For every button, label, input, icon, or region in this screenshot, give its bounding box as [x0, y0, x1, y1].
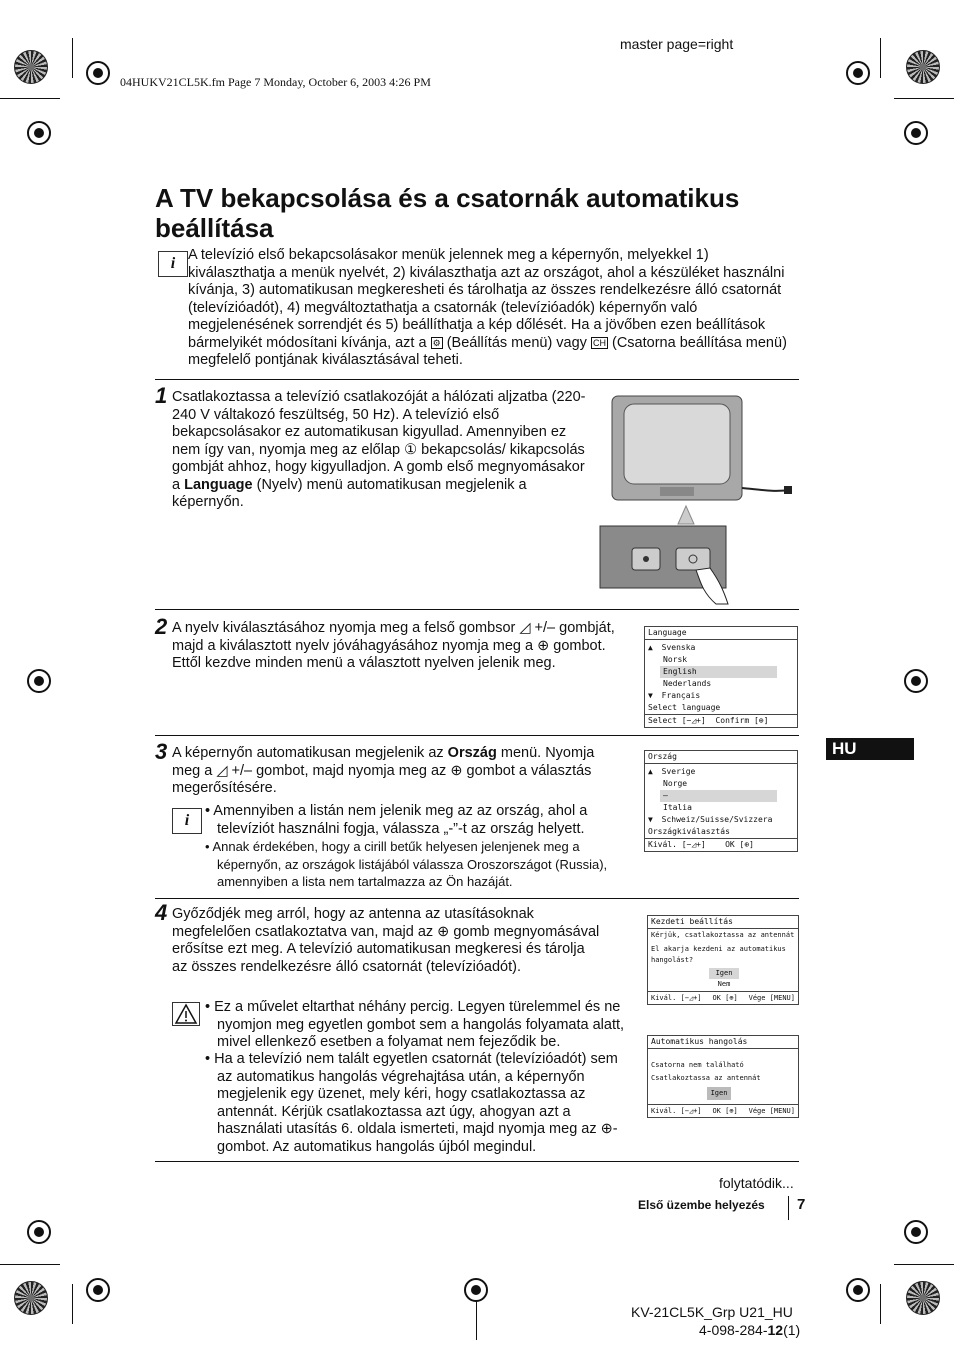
step4-warning2: • Ha a televízió nem talált egyetlen csatornát (televízióadót) sem az automatikus hangolás végrehajtása után, a képernyőn megjelenik egy üzenet, mely kéri, hogy csatlakoztassa az antennát. Kérjük csatlakoztassa azt úgy, ahogyan azt a használati utasítás 6. oldala ismerteti, majd nyomja meg az ⊕-gombot. Az automatikus hangolás újból megindul. [205, 1051, 618, 1155]
osd-hint: Select language [648, 703, 721, 712]
info-icon: i [172, 808, 202, 834]
osd-footer [645, 838, 797, 851]
registration-rosette [906, 1281, 940, 1315]
file-info: 04HUKV21CL5K.fm Page 7 Monday, October 6, 2003 4:26 PM [120, 75, 431, 89]
osd-message: Csatorna nem található [651, 1061, 744, 1069]
setup-menu-icon: ⚙ [432, 337, 441, 348]
step3-note1: • Amennyiben a listán nem jelenik meg az az ország, ahol a televíziót használni fogja, válassza „-”-t az ország helyett. [205, 803, 588, 837]
osd-message: Csatlakoztassa az antennát [651, 1074, 761, 1082]
osd-footer [645, 714, 797, 727]
osd-item: ▼ Français [648, 691, 701, 700]
osd-item-selected: English [660, 666, 777, 678]
section-divider [155, 898, 799, 899]
osd-option: Nem [717, 980, 731, 988]
osd-option-selected: Igen [707, 1087, 731, 1100]
osd-footer [648, 1104, 798, 1117]
crop-line [880, 38, 881, 78]
crop-line [476, 1300, 477, 1340]
registration-crosshair [86, 1278, 110, 1302]
osd-hint: Országkiválasztás [648, 827, 730, 836]
section-divider [155, 735, 799, 736]
part-number [699, 1322, 800, 1338]
section-divider [155, 609, 799, 610]
step-number: 2 [155, 614, 168, 639]
page-number: 7 [797, 1196, 806, 1213]
intro-part3: (Csatorna beállítása menü) megfelelő pontjának kiválasztásával teheti. [188, 334, 787, 368]
intro-part1: A televízió első bekapcsolásakor menük jelennek meg a képernyőn, melyekkel 1) kiválaszthatja a menük nyelvét, 2) kiválaszthatja azt az országot, ahol a készüléket használni kívánja, 3) automatikusan megkeresheti és tárolhatja az összes rendelkezésre álló csatornát (televízióadót), 4) megváltoztathatja a csatornák (televízióadók) képernyőn való megjelenésének sorrendjét és 5) beállíthatja a kép dőlését. Ha a jövőben ezen beállítások bármelyikét módosítani kívánja, azt a [188, 247, 785, 351]
tv-illustration [598, 392, 798, 608]
step3-text [172, 745, 622, 798]
part-number-prefix: 4-098-284- [699, 1322, 768, 1338]
osd-footer [648, 991, 798, 1004]
osd-option-selected: Igen [709, 968, 739, 979]
model-code: KV-21CL5K_Grp U21_HU [631, 1304, 793, 1320]
info-icon: i [158, 251, 188, 277]
warning-icon [172, 1002, 200, 1026]
intro-part2: (Beállítás menü) vagy [446, 334, 587, 351]
step1-text-bold: Language [184, 476, 253, 493]
osd-footer-select: Kivál. [−◿+] [651, 994, 702, 1002]
step4-text: Győződjék meg arról, hogy az antenna az utasításoknak megfelelően csatlakoztatva van, majd az ⊕ gomb megnyomásával erősítse ezt meg. A televízió automatikusan megkeresi és tárolja az összes rendelkezésre álló csatornát (televízióadót). [172, 906, 600, 975]
step3-text-a: A képernyőn automatikusan megjelenik az [172, 745, 444, 761]
osd-country-menu [644, 750, 798, 852]
osd-item: Italia [663, 803, 692, 812]
registration-rosette [14, 1281, 48, 1315]
step2-text: A nyelv kiválasztásához nyomja meg a felső gombsor ◿ +/– gombját, majd a kiválasztott nyelv jóváhagyásához nyomja meg a ⊕ gombot. Ettől kezdve minden menü a választott nyelven jelenik meg. [172, 620, 615, 671]
osd-footer-select: Kivál. [−◿+] [648, 840, 706, 849]
registration-crosshair [27, 121, 51, 145]
osd-title: Ország [645, 751, 797, 764]
step-number: 4 [155, 900, 168, 925]
crop-line [0, 1264, 60, 1265]
page-title: A TV bekapcsolása és a csatornák automatikus beállítása [155, 183, 740, 243]
osd-footer-ok: OK [⊕] [712, 994, 738, 1002]
osd-item: ▲ Sverige [648, 767, 696, 776]
osd-footer-end: Vége [MENU] [748, 994, 795, 1002]
osd-item-selected: – [660, 790, 777, 802]
continues-label: folytatódik... [719, 1175, 794, 1191]
crop-line [72, 38, 73, 78]
osd-language-menu [644, 626, 798, 728]
registration-crosshair [904, 1220, 928, 1244]
crop-line [894, 1264, 954, 1265]
part-number-bold: 12 [767, 1322, 784, 1338]
osd-footer-confirm: OK [⊕] [725, 840, 754, 849]
registration-crosshair [846, 61, 870, 85]
step1-text-b: (Nyelv) menü automatikusan megjelenik a képernyőn. [172, 476, 527, 510]
master-page-label: master page=right [620, 36, 734, 52]
registration-crosshair [464, 1278, 488, 1302]
osd-footer-end: Vége [MENU] [748, 1107, 795, 1115]
registration-crosshair [86, 61, 110, 85]
registration-crosshair [904, 669, 928, 693]
osd-initial-setup [647, 915, 799, 1005]
section-divider [155, 379, 799, 380]
step-number: 3 [155, 739, 168, 764]
osd-item: ▼ Schweiz/Suisse/Svizzera [648, 815, 773, 824]
osd-autotune [647, 1035, 799, 1118]
crop-line [0, 98, 60, 99]
osd-item: ▲ Svenska [648, 643, 696, 652]
step1-text [172, 389, 592, 512]
page-number-divider [788, 1196, 789, 1220]
step3-text-b: menü. Nyomja meg a ◿ +/– gombot, majd nyomja meg az ⊕ gombot a választás megerősítésére. [172, 745, 595, 796]
osd-item: Nederlands [663, 679, 712, 688]
registration-crosshair [904, 121, 928, 145]
crop-line [72, 1284, 73, 1324]
channel-menu-icon: CH [592, 337, 606, 348]
registration-rosette [906, 50, 940, 84]
osd-footer-select: Kivál. [−◿+] [651, 1107, 702, 1115]
crop-line [880, 1284, 881, 1324]
osd-message: El akarja kezdeni az automatikus hangolást? [651, 945, 786, 964]
step4-warning1: • Ez a művelet eltarthat néhány percig. Legyen türelemmel és ne nyomjon meg egyetlen gombot sem a hangolás folyamata alatt, mivel ellenkező esetben a folyamat nem fejeződik be. [205, 999, 625, 1050]
osd-message: Kérjük, csatlakoztassa az antennát [651, 931, 795, 939]
registration-crosshair [27, 669, 51, 693]
osd-item: Norge [663, 779, 688, 788]
osd-footer-select: Select [−◿+] [648, 716, 706, 725]
osd-footer-confirm: Confirm [⊕] [715, 716, 769, 725]
registration-rosette [14, 50, 48, 84]
step-number: 1 [155, 383, 168, 408]
step3-text-bold: Ország [447, 745, 497, 761]
osd-title: Language [645, 627, 797, 640]
intro-text [188, 247, 798, 370]
osd-item: Norsk [663, 655, 688, 664]
part-number-suffix: (1) [783, 1322, 801, 1338]
registration-crosshair [846, 1278, 870, 1302]
section-divider [155, 1161, 799, 1162]
step1-text-a: Csatlakoztassa a televízió csatlakozóját a hálózati aljzatba (220-240 V váltakozó feszültség, 50 Hz). A televízió első bekapcsolásakor ez automatikusan kigyullad. Amennyiben ez nem így van, nyomja meg az előlap ① bekapcsolás/ kikapcsolás gombját ahhoz, hogy kigyulladjon. A gomb első megnyomásakor a [172, 389, 586, 493]
section-name: Első üzembe helyezés [638, 1198, 765, 1212]
crop-line [894, 98, 954, 99]
osd-title: Kezdeti beállítás [648, 916, 798, 929]
osd-title: Automatikus hangolás [648, 1036, 798, 1049]
step3-note2: • Annak érdekében, hogy a cirill betűk helyesen jelenjenek meg a képernyőn, az országok listájából válassza Oroszországot (Russia), amennyiben a lista nem tartalmazza az Ön hazáját. [205, 839, 608, 889]
registration-crosshair [27, 1220, 51, 1244]
language-tab: HU [826, 738, 914, 760]
osd-footer-ok: OK [⊕] [712, 1107, 738, 1115]
